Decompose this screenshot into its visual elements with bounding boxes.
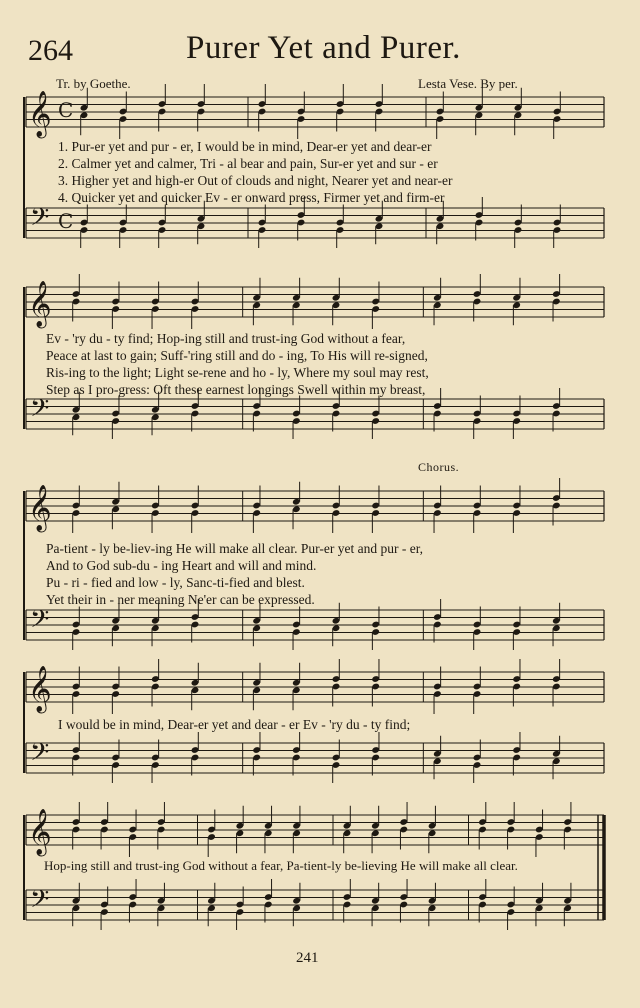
chorus-label: Chorus. [418,460,460,474]
verse-line: 3. Higher yet and high-er Out of clouds and night, Nearer yet and near-er [58,173,453,188]
verse-line: Step as I pro-gress: Oft these earnest longings Swell within my breast, [46,382,426,397]
page-number: 241 [296,950,319,966]
verse-line: 1. Pur-er yet and pur - er, I would be in mind, Dear-er yet and dear-er [58,139,432,154]
translator-credit: Tr. by Goethe. [56,76,131,91]
bass-clef-icon: 𝄢 [30,605,50,640]
treble-clef-icon: 𝄞 [28,666,52,712]
verse-line: Peace at last to gain; Suff-'ring still and do - ing, To His will re-signed, [46,348,428,363]
bass-clef-icon: 𝄢 [30,394,50,429]
bass-clef-icon: 𝄢 [30,203,50,238]
verse-line: I would be in mind, Dear-er yet and dear - er Ev - 'ry du - ty find; [58,717,411,732]
composer-credit: Lesta Vese. By per. [418,76,518,91]
treble-clef-icon: 𝄞 [28,809,52,855]
verse-line: 2. Calmer yet and calmer, Tri - al bear and pain, Sur-er yet and sur - er [58,156,438,171]
bass-clef-icon: 𝄢 [30,885,50,920]
time-signature-icon: C [58,209,74,233]
treble-clef-icon: 𝄞 [28,281,52,327]
verse-line: Hop-ing still and trust-ing God without a fear, Pa-tient-ly be-lieving He will make all clear. [44,858,518,873]
time-signature-icon: C [58,98,74,122]
verse-line: 4. Quicker yet and quicker Ev - er onward press, Firmer yet and firm-er [58,190,445,205]
hymn-title: Purer Yet and Purer. [186,30,461,66]
bass-clef-icon: 𝄢 [30,738,50,773]
hymn-number: 264 [28,34,73,67]
treble-clef-icon: 𝄞 [28,91,52,137]
treble-clef-icon: 𝄞 [28,485,52,531]
verse-line: Yet their in - ner meaning Ne'er can be expressed. [46,592,315,607]
verse-line: And to God sub-du - ing Heart and will and mind. [46,558,317,573]
verse-line: Ris-ing to the light; Light se-rene and ho - ly, Where my soul may rest, [46,365,429,380]
verse-line: Pa-tient - ly be-liev-ing He will make all clear. Pur-er yet and pur - er, [46,541,424,556]
verse-line: Pu - ri - fied and low - ly, Sanc-ti-fied and blest. [46,575,305,590]
verse-line: Ev - 'ry du - ty find; Hop-ing still and trust-ing God without a fear, [46,331,406,346]
